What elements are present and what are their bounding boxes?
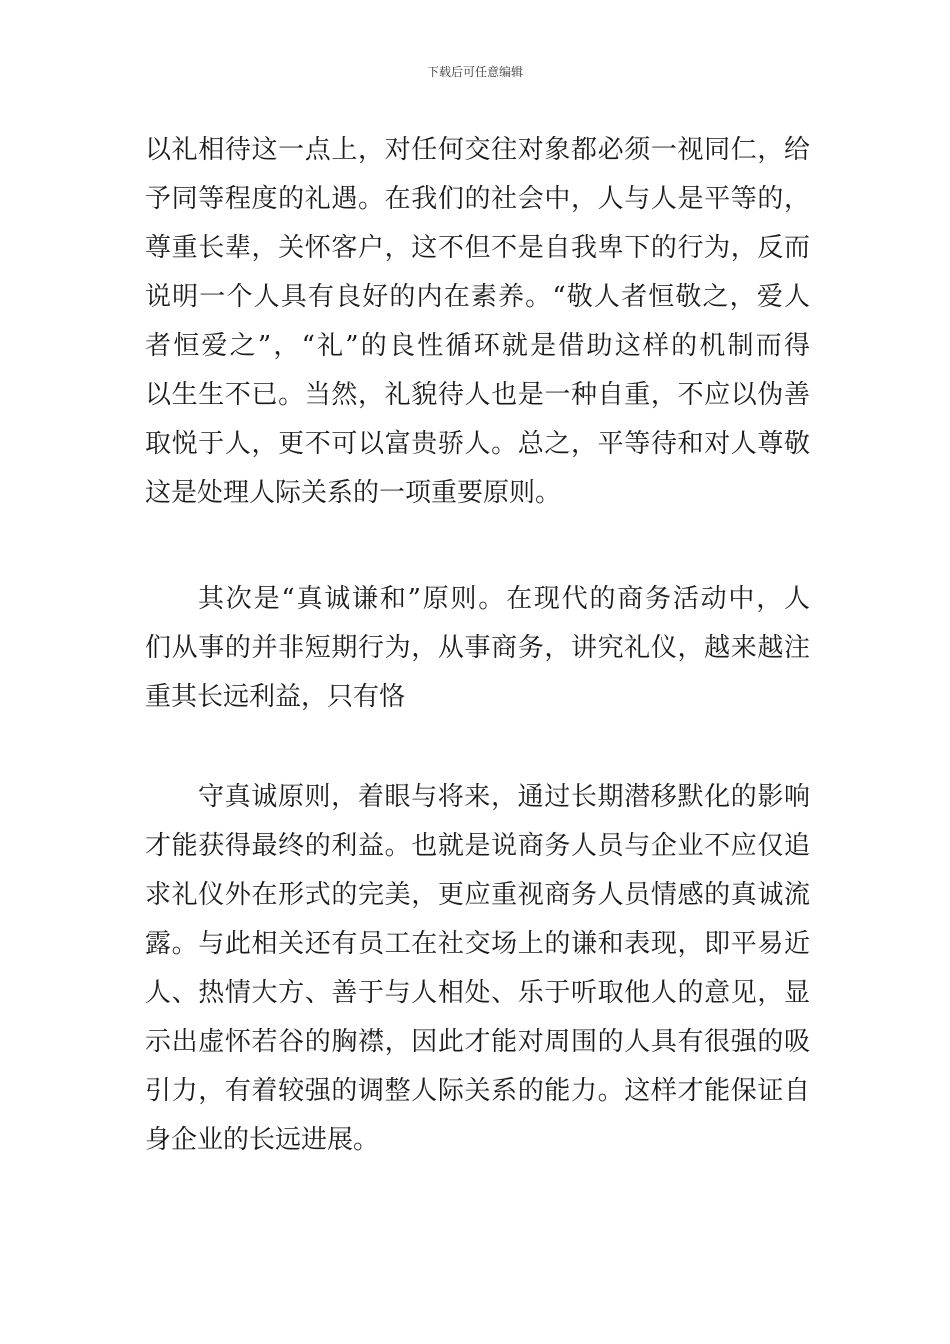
page-header: 下载后可任意编辑 xyxy=(426,65,523,79)
text-line: 予同等程度的礼遇。在我们的社会中，人与人是平等的， xyxy=(145,184,810,214)
text-line: 守真诚原则，着眼与将来，通过长期潜移默化的影响 xyxy=(198,782,810,812)
text-line: 们从事的并非短期行为，从事商务，讲究礼仪，越来越注 xyxy=(145,633,810,663)
paragraph-sincerity-continued xyxy=(145,773,810,1165)
text-line: 尊重长辈，关怀客户，这不但不是自我卑下的行为，反而 xyxy=(145,233,810,263)
text-line: 求礼仪外在形式的完美，更应重视商务人员情感的真诚流 xyxy=(145,880,810,910)
text-line: 露。与此相关还有员工在社交场上的谦和表现，即平易近 xyxy=(145,929,810,959)
paragraph-sincerity-principle xyxy=(145,575,810,722)
text-line: 者恒爱之”，“礼”的良性循环就是借助这样的机制而得 xyxy=(145,331,810,361)
text-line: 以礼相待这一点上，对任何交往对象都必须一视同仁，给 xyxy=(145,135,810,165)
text-line: 重其长远利益，只有恪 xyxy=(145,682,406,712)
text-line: 示出虚怀若谷的胸襟，因此才能对周围的人具有很强的吸 xyxy=(145,1027,810,1057)
text-line: 说明一个人具有良好的内在素养。“敬人者恒敬之，爱人 xyxy=(145,282,810,312)
text-line: 其次是“真诚谦和”原则。在现代的商务活动中，人 xyxy=(198,584,810,614)
text-line: 这是处理人际关系的一项重要原则。 xyxy=(145,478,562,508)
text-line: 引力，有着较强的调整人际关系的能力。这样才能保证自 xyxy=(145,1076,810,1106)
text-line: 人、热情大方、善于与人相处、乐于听取他人的意见，显 xyxy=(145,978,810,1008)
text-line: 取悦于人，更不可以富贵骄人。总之，平等待和对人尊敬 xyxy=(145,429,810,459)
text-line: 才能获得最终的利益。也就是说商务人员与企业不应仅追 xyxy=(145,831,810,861)
text-line: 以生生不已。当然，礼貌待人也是一种自重，不应以伪善 xyxy=(145,380,810,410)
paragraph-equal-respect xyxy=(145,126,810,518)
text-line: 身企业的长远进展。 xyxy=(145,1125,380,1155)
